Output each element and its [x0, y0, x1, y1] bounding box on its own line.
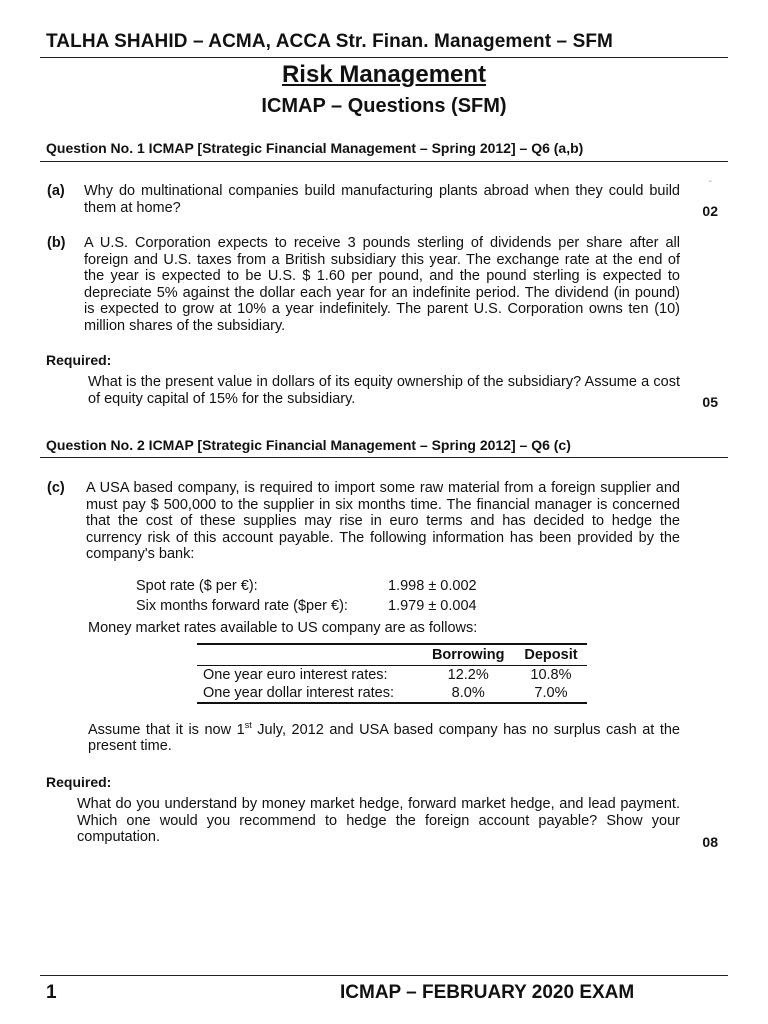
- q1-part-a-marks: 02: [702, 203, 718, 219]
- q1-required-text: What is the present value in dollars of its equity ownership of the subsidiary? Assume a cost of equity capital of 15% for the subsidiary.: [88, 374, 680, 407]
- q1-heading: Question No. 1 ICMAP [Strategic Financial Management – Spring 2012] – Q6 (a,b): [46, 140, 584, 156]
- money-market-table: [197, 643, 587, 704]
- q2-required-text: What do you understand by money market hedge, forward market hedge, and lead payment. Which one would you recommend to hedge the foreign account payable? Show your computation.: [77, 796, 680, 845]
- header-rule: [40, 57, 728, 58]
- page-subtitle: ICMAP – Questions (SFM): [261, 95, 507, 117]
- row-borrowing: 8.0%: [451, 685, 485, 701]
- q2-heading: Question No. 2 ICMAP [Strategic Financial Management – Spring 2012] – Q6 (c): [46, 437, 571, 453]
- page-header: TALHA SHAHID – ACMA, ACCA Str. Finan. Management – SFM: [46, 31, 613, 52]
- q1-marks: 05: [702, 394, 718, 410]
- forward-rate-value: 1.979 ± 0.004: [388, 598, 477, 614]
- q2-marks: 08: [702, 834, 718, 850]
- row-label: One year dollar interest rates:: [203, 685, 395, 701]
- forward-rate-label: Six months forward rate ($per €):: [136, 598, 348, 614]
- q2-rule: [40, 457, 728, 458]
- row-borrowing: 12.2%: [447, 667, 489, 683]
- row-deposit: 7.0%: [534, 685, 568, 701]
- page-number: 1: [46, 982, 57, 1003]
- q1-part-a-label: (a): [47, 183, 65, 199]
- footer-exam: ICMAP – FEBRUARY 2020 EXAM: [340, 982, 635, 1003]
- spot-rate-value: 1.998 ± 0.002: [388, 578, 477, 594]
- row-deposit: 10.8%: [530, 667, 572, 683]
- q1-part-b-text: A U.S. Corporation expects to receive 3 pounds sterling of dividends per share after all foreign and U.S. taxes from a British subsidiary this year. The exchange rate at the end of the year is expected to be U.S. $ 1.60 per pound, and the pound sterling is expected to depreciate 5% against the dollar each year for an indefinite period. The dividend (in pound) is expected to grow at 10% a year indefinitely. The parent U.S. Corporation owns ten (10) million shares of the subsidiary.: [84, 235, 680, 334]
- row-label: One year euro interest rates:: [203, 667, 388, 683]
- q1-rule: [40, 161, 728, 162]
- money-market-intro: Money market rates available to US company are as follows:: [88, 620, 478, 636]
- q2-part-c-label: (c): [47, 480, 65, 496]
- margin-dash: -: [708, 176, 712, 187]
- footer-rule: [40, 975, 728, 976]
- q1-part-a-text: Why do multinational companies build manufacturing plants abroad when they could build them at home?: [84, 183, 680, 216]
- col-borrowing: Borrowing: [431, 647, 505, 663]
- q1-required-label: Required:: [46, 352, 112, 368]
- q2-part-c-text: A USA based company, is required to import some raw material from a foreign supplier and must pay $ 500,000 to the supplier in six months time. The financial manager is concerned that the cost of these supplies may rise in euro terms and has decided to hedge the currency risk of this account payable. The following information has been provided by the company's bank:: [86, 480, 680, 562]
- spot-rate-label: Spot rate ($ per €):: [136, 578, 258, 594]
- table-row: [197, 666, 587, 685]
- q2-required-label: Required:: [46, 774, 112, 790]
- col-deposit: Deposit: [524, 647, 578, 663]
- table-row: [197, 684, 587, 703]
- page-title: Risk Management: [281, 61, 487, 88]
- q1-part-b-label: (b): [47, 235, 66, 251]
- assumption-text: Assume that it is now 1st July, 2012 and USA based company has no surplus cash at the present time.: [88, 720, 680, 755]
